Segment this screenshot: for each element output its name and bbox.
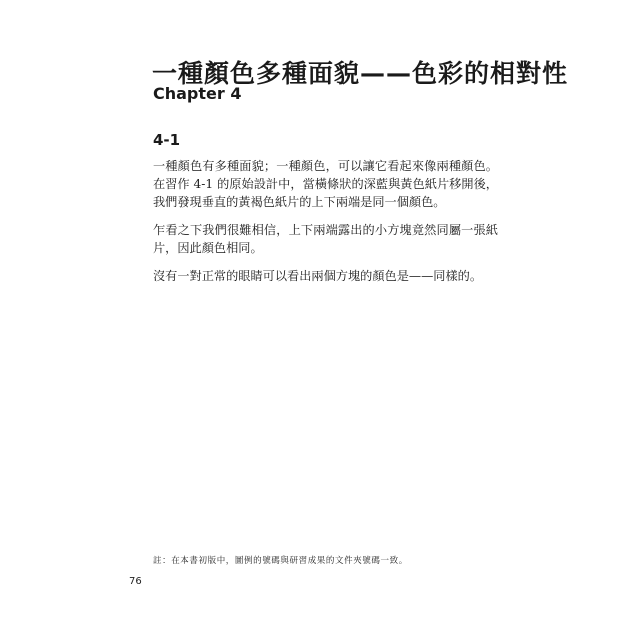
section-heading: 4-1 bbox=[153, 131, 181, 149]
footnote: 註：在本書初版中，圖例的號碼與研習成果的文件夾號碼一致。 bbox=[153, 556, 408, 566]
paragraph-2: 乍看之下我們很難相信，上下兩端露出的小方塊竟然同屬一張紙片，因此顏色相同。 bbox=[153, 223, 498, 255]
paragraph-3: 沒有一對正常的眼睛可以看出兩個方塊的顏色是——同樣的。 bbox=[153, 269, 483, 283]
page-number: 76 bbox=[129, 576, 142, 587]
chapter-title: 一種顏色多種面貌——色彩的相對性 bbox=[152, 59, 569, 88]
chapter-number: Chapter 4 bbox=[153, 84, 242, 103]
paragraph-1: 一種顏色有多種面貌；一種顏色，可以讓它看起來像兩種顏色。在習作 4-1 的原始設計中，當橫條狀的深藍與黃色紙片移開後，我們發現垂直的黃褐色紙片的上下兩端是同一個顏色。 bbox=[153, 159, 498, 209]
